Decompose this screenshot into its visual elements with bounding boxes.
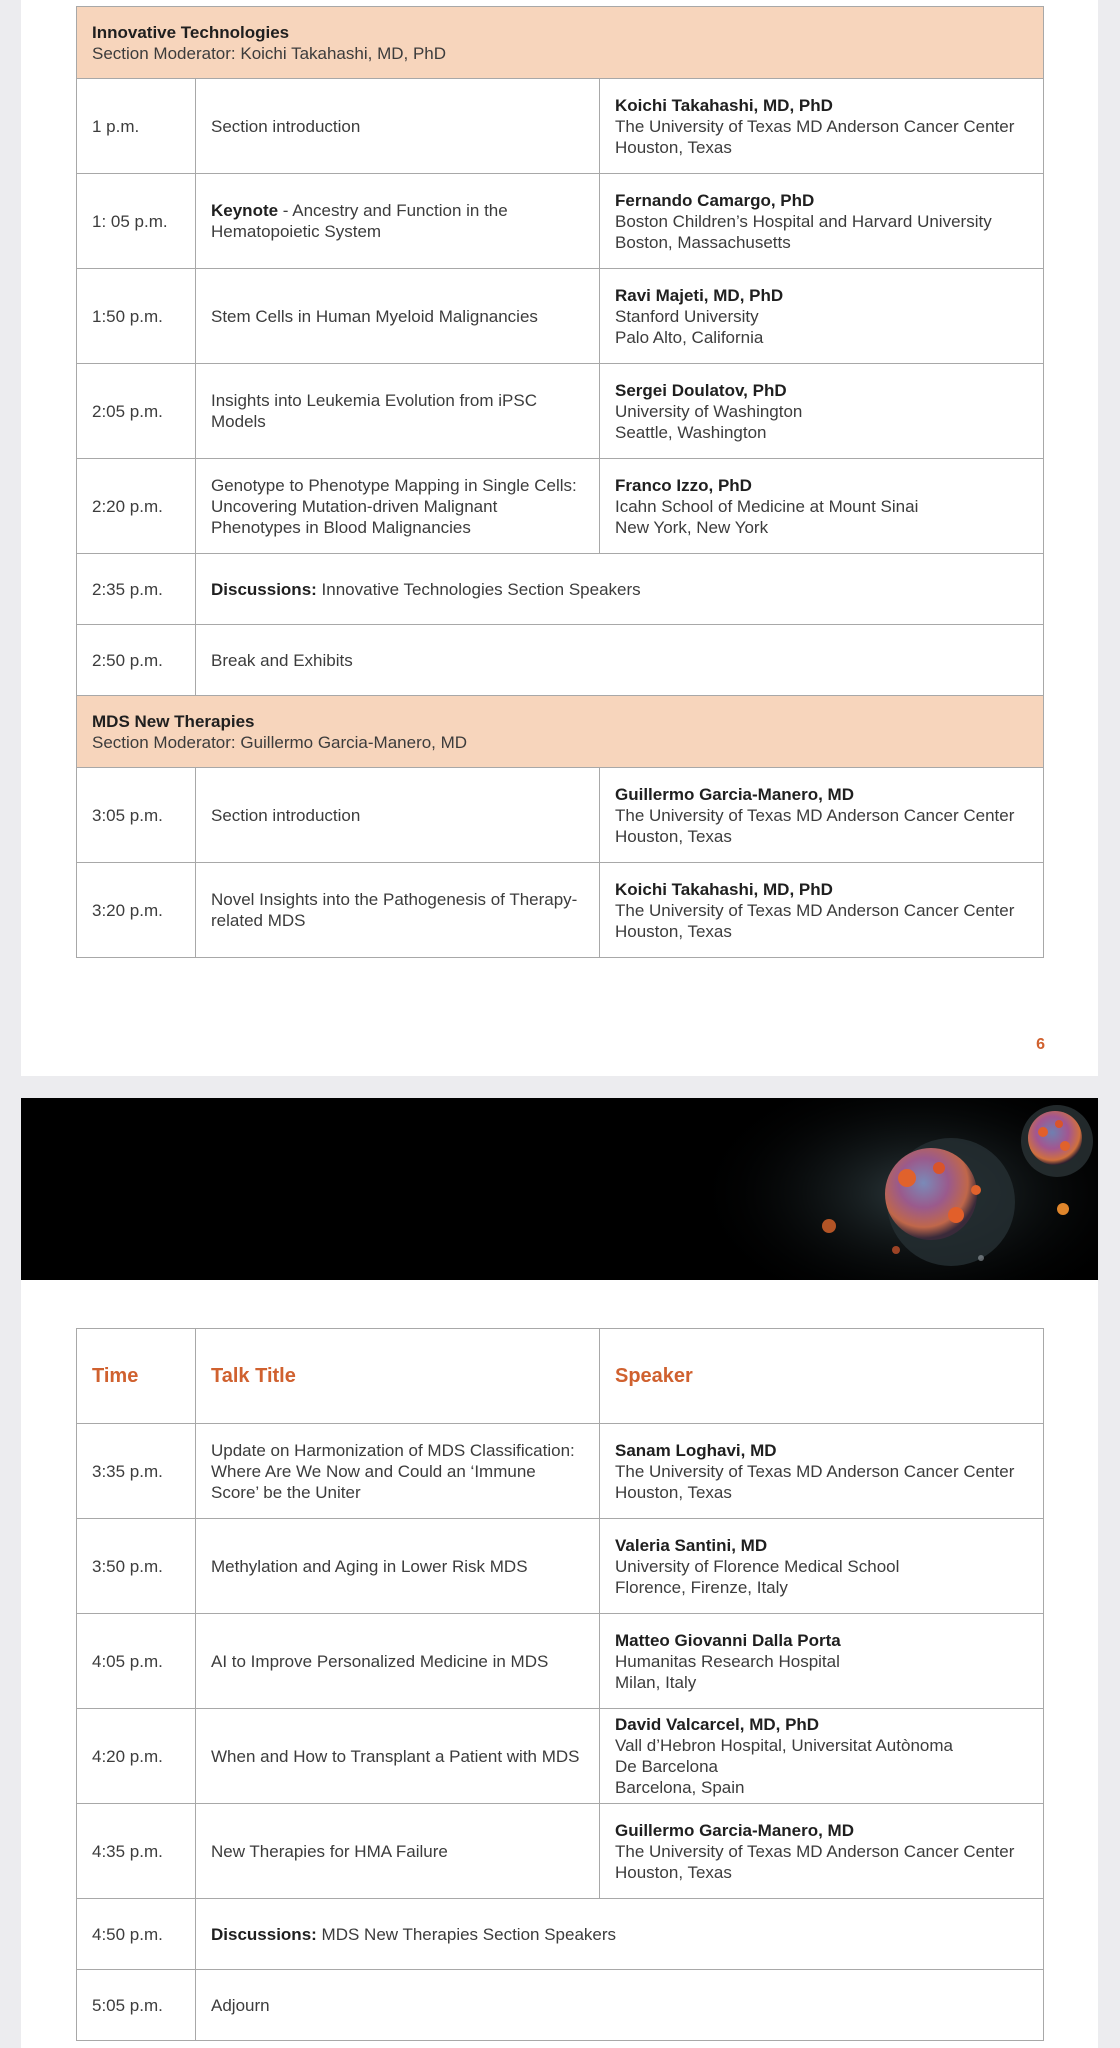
speaker-name: Guillermo Garcia-Manero, MD [615, 784, 854, 804]
header-talk-title: Talk Title [196, 1329, 600, 1424]
section-header [77, 696, 1044, 768]
table-row [77, 863, 1044, 958]
discussion-text [196, 1899, 1044, 1970]
speaker-cell [600, 79, 1044, 174]
cell-banner-image [21, 1098, 1098, 1280]
speaker-location: Florence, Firenze, Italy [615, 1577, 788, 1597]
table-row [77, 1614, 1044, 1709]
speaker-affiliation: University of Washington [615, 401, 803, 421]
table-row [77, 1424, 1044, 1519]
adjourn-row [77, 1970, 1044, 2041]
speaker-name: Koichi Takahashi, MD, PhD [615, 879, 833, 899]
table-row [77, 174, 1044, 269]
session-time: 2:05 p.m. [77, 364, 196, 459]
section-name: Innovative Technologies [92, 22, 290, 42]
particle-icon [1057, 1203, 1069, 1215]
session-time: 3:05 p.m. [77, 768, 196, 863]
speaker-location: Houston, Texas [615, 137, 732, 157]
speaker-affiliation: Icahn School of Medicine at Mount Sinai [615, 496, 919, 516]
agenda-table-page-2 [76, 1328, 1044, 2041]
discussion-text [196, 554, 1044, 625]
speaker-affiliation: University of Florence Medical School [615, 1556, 900, 1576]
session-time: 3:20 p.m. [77, 863, 196, 958]
session-time: 2:20 p.m. [77, 459, 196, 554]
session-time: 1 p.m. [77, 79, 196, 174]
speaker-name: Sanam Loghavi, MD [615, 1440, 777, 1460]
session-time: 3:35 p.m. [77, 1424, 196, 1519]
speaker-cell [600, 1424, 1044, 1519]
particle-icon [892, 1246, 900, 1254]
speaker-location: Houston, Texas [615, 921, 732, 941]
speaker-affiliation: The University of Texas MD Anderson Cancer Center [615, 805, 1015, 825]
header-time: Time [77, 1329, 196, 1424]
cells-illustration [21, 1098, 1098, 1280]
speaker-name: Ravi Majeti, MD, PhD [615, 285, 784, 305]
session-time: 5:05 p.m. [77, 1970, 196, 2041]
speaker-cell [600, 269, 1044, 364]
speaker-cell [600, 174, 1044, 269]
page-number: 6 [1036, 1036, 1045, 1053]
break-row [77, 625, 1044, 696]
session-time: 4:50 p.m. [77, 1899, 196, 1970]
speaker-name: Koichi Takahashi, MD, PhD [615, 95, 833, 115]
table-row [77, 269, 1044, 364]
discussion-speakers: Innovative Technologies Section Speakers [316, 579, 641, 599]
header-speaker: Speaker [600, 1329, 1044, 1424]
talk-title: Insights into Leukemia Evolution from iPSC Models [196, 364, 600, 459]
table-row [77, 768, 1044, 863]
speaker-affiliation: The University of Texas MD Anderson Cancer Center [615, 1841, 1015, 1861]
talk-title: When and How to Transplant a Patient with MDS [196, 1709, 600, 1804]
speaker-cell [600, 863, 1044, 958]
table-header-row [77, 1329, 1044, 1424]
speaker-cell [600, 364, 1044, 459]
table-row [77, 1804, 1044, 1899]
session-time: 2:50 p.m. [77, 625, 196, 696]
speaker-name: David Valcarcel, MD, PhD [615, 1715, 820, 1734]
session-time: 1:50 p.m. [77, 269, 196, 364]
speaker-name: Franco Izzo, PhD [615, 475, 752, 495]
section-header [77, 7, 1044, 79]
speaker-affiliation-cont: De Barcelona [615, 1757, 719, 1776]
adjourn-text: Adjourn [196, 1970, 1044, 2041]
speaker-name: Fernando Camargo, PhD [615, 190, 815, 210]
talk-title [196, 174, 600, 269]
talk-title: Novel Insights into the Pathogenesis of Therapy-related MDS [196, 863, 600, 958]
talk-title: New Therapies for HMA Failure [196, 1804, 600, 1899]
table-row [77, 79, 1044, 174]
speaker-cell [600, 1614, 1044, 1709]
table-row [77, 1519, 1044, 1614]
section-moderator: Section Moderator: Koichi Takahashi, MD, PhD [92, 43, 447, 63]
agenda-table-page-1 [76, 6, 1044, 958]
session-time: 4:05 p.m. [77, 1614, 196, 1709]
session-time: 2:35 p.m. [77, 554, 196, 625]
session-time: 3:50 p.m. [77, 1519, 196, 1614]
discussion-row [77, 554, 1044, 625]
speaker-location: Seattle, Washington [615, 422, 767, 442]
speaker-location: Boston, Massachusetts [615, 232, 791, 252]
talk-title: Stem Cells in Human Myeloid Malignancies [196, 269, 600, 364]
discussion-label: Discussions: [211, 579, 317, 599]
speaker-cell [600, 1709, 1044, 1804]
session-time: 1: 05 p.m. [77, 174, 196, 269]
particle-icon [822, 1219, 836, 1233]
talk-title: Section introduction [196, 79, 600, 174]
table-row [77, 364, 1044, 459]
talk-title: Update on Harmonization of MDS Classification: Where Are We Now and Could an ‘Immune Score’ be the Uniter [196, 1424, 600, 1519]
speaker-location: Palo Alto, California [615, 327, 764, 347]
discussion-speakers: MDS New Therapies Section Speakers [316, 1924, 617, 1944]
speaker-affiliation: Vall d’Hebron Hospital, Universitat Autònoma [615, 1736, 953, 1755]
table-row [77, 459, 1044, 554]
discussion-row [77, 1899, 1044, 1970]
speaker-name: Guillermo Garcia-Manero, MD [615, 1820, 854, 1840]
speaker-name: Sergei Doulatov, PhD [615, 380, 787, 400]
session-time: 4:35 p.m. [77, 1804, 196, 1899]
speaker-location: Houston, Texas [615, 1482, 732, 1502]
section-name: MDS New Therapies [92, 711, 255, 731]
session-time: 4:20 p.m. [77, 1709, 196, 1804]
talk-title: Methylation and Aging in Lower Risk MDS [196, 1519, 600, 1614]
speaker-location: Houston, Texas [615, 826, 732, 846]
talk-title-text: - Ancestry and Function in the Hematopoietic System [211, 201, 508, 241]
talk-title: AI to Improve Personalized Medicine in MDS [196, 1614, 600, 1709]
table-row [77, 1709, 1044, 1804]
speaker-name: Valeria Santini, MD [615, 1535, 768, 1555]
speaker-affiliation: The University of Texas MD Anderson Cancer Center [615, 900, 1015, 920]
speaker-name: Matteo Giovanni Dalla Porta [615, 1630, 841, 1650]
speaker-affiliation: Stanford University [615, 306, 759, 326]
break-text: Break and Exhibits [196, 625, 1044, 696]
small-cell-icon [1021, 1105, 1093, 1177]
speaker-cell [600, 459, 1044, 554]
keynote-label: Keynote [211, 201, 279, 220]
speaker-cell [600, 1519, 1044, 1614]
speaker-location: New York, New York [615, 517, 769, 537]
discussion-label: Discussions: [211, 1924, 317, 1944]
speaker-affiliation: Humanitas Research Hospital [615, 1651, 840, 1671]
talk-title: Genotype to Phenotype Mapping in Single Cells: Uncovering Mutation-driven Malignant Phenotypes in Blood Malignancies [196, 459, 600, 554]
speaker-location: Houston, Texas [615, 1862, 732, 1882]
speaker-location: Milan, Italy [615, 1672, 697, 1692]
speaker-affiliation: Boston Children’s Hospital and Harvard University [615, 211, 992, 231]
speaker-cell [600, 768, 1044, 863]
speaker-affiliation: The University of Texas MD Anderson Cancer Center [615, 116, 1015, 136]
particle-icon [978, 1255, 984, 1261]
section-moderator: Section Moderator: Guillermo Garcia-Manero, MD [92, 732, 468, 752]
speaker-cell [600, 1804, 1044, 1899]
document-page-1 [21, 0, 1098, 1076]
speaker-affiliation: The University of Texas MD Anderson Cancer Center [615, 1461, 1015, 1481]
speaker-location: Barcelona, Spain [615, 1778, 745, 1797]
document-page-2 [21, 1098, 1098, 2048]
talk-title: Section introduction [196, 768, 600, 863]
